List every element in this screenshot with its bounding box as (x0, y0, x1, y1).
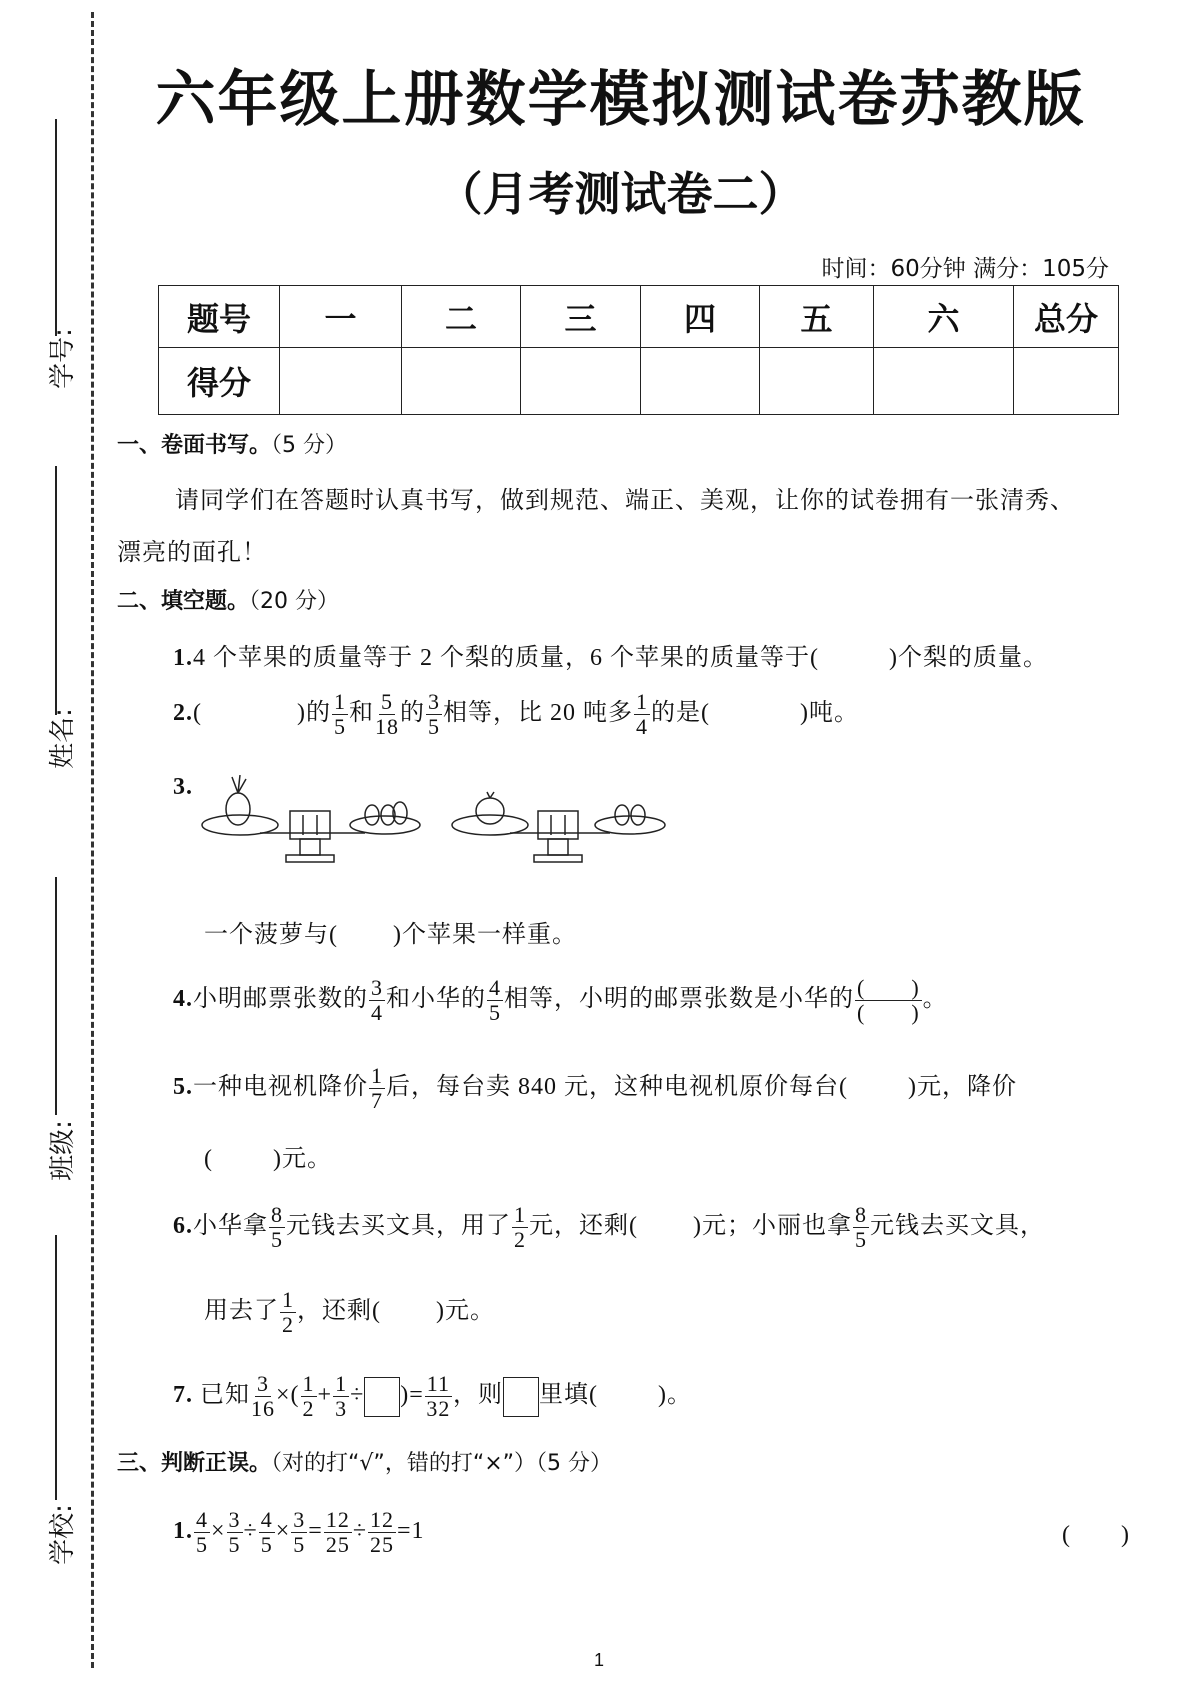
question-2-5 (173, 1064, 1017, 1113)
denominator: ( ) (857, 1000, 920, 1025)
school-label: 学校: (47, 1504, 78, 1565)
question-2-6 (173, 1203, 1045, 1252)
header-cell: 四 (641, 286, 760, 348)
score-table-score-row (159, 348, 1119, 415)
student-id-label: 学号: (47, 328, 78, 389)
balance-pineapple-pears (202, 775, 420, 862)
denominator: 5 (334, 714, 346, 739)
numerator: 12 (325, 1507, 350, 1532)
question-number: 2. (173, 700, 193, 727)
question-number: 6. (173, 1213, 193, 1240)
denominator: 4 (636, 714, 648, 739)
class-line (55, 877, 57, 1115)
denominator: 25 (369, 1532, 394, 1557)
numerator: 4 (260, 1507, 273, 1532)
class-label: 班级: (47, 1120, 78, 1181)
text: 小华拿 (193, 1213, 268, 1240)
numerator: 1 (302, 1371, 315, 1396)
question-number: 1. (173, 645, 193, 671)
row-label: 得分 (159, 348, 280, 415)
question-number: 7. (173, 1382, 193, 1409)
score-cell[interactable] (402, 348, 521, 415)
denominator: 16 (251, 1396, 275, 1421)
numerator: 3 (371, 975, 383, 1000)
name-label: 姓名: (47, 708, 78, 769)
denominator: 5 (293, 1532, 306, 1557)
numerator: 1 (371, 1063, 383, 1088)
empty-box (364, 1377, 400, 1417)
fraction (333, 1372, 349, 1421)
denominator: 7 (371, 1088, 383, 1113)
school-line (55, 1235, 57, 1500)
numerator: 1 (514, 1202, 526, 1227)
text: ( (193, 700, 202, 727)
section3-instructions: （对的打“√”，错的打“×”）（5 分） (271, 1451, 613, 1476)
numerator: 1 (282, 1287, 294, 1312)
header-cell: 一 (280, 286, 402, 348)
answer-fraction-blank[interactable] (855, 976, 922, 1025)
numerator: 3 (293, 1507, 306, 1532)
fraction (332, 690, 348, 739)
empty-box (503, 1377, 539, 1417)
numerator: 5 (381, 689, 393, 714)
text: 后，每台卖 840 元，这种电视机原价每台( (386, 1074, 848, 1101)
fraction (301, 1372, 317, 1421)
denominator: 5 (428, 714, 440, 739)
operator: ÷ (243, 1518, 258, 1545)
time-info: 时间：60分钟 满分：105分 (821, 256, 1109, 282)
text: ，还剩( (297, 1298, 381, 1325)
denominator: 5 (271, 1227, 283, 1252)
operator: × (211, 1518, 226, 1545)
section3-heading (117, 1446, 612, 1477)
score-cell[interactable] (641, 348, 760, 415)
fraction (512, 1203, 528, 1252)
numerator: 3 (428, 689, 440, 714)
text: 元钱去买文具，用了 (286, 1213, 511, 1240)
judgement-answer-blank[interactable]: ( ) (1062, 1522, 1130, 1548)
section1-points: （5 分） (271, 433, 348, 458)
text: =1 (396, 1518, 425, 1545)
operator: ÷ (352, 1518, 367, 1545)
text: 元，还剩( (529, 1213, 638, 1240)
text: 里填( (538, 1382, 598, 1409)
score-cell[interactable] (1014, 348, 1119, 415)
text: 相等，小明的邮票张数是小华的 (504, 986, 854, 1013)
header-cell: 二 (402, 286, 521, 348)
fraction (368, 1508, 396, 1557)
numerator: 1 (636, 689, 648, 714)
text: )元，降价 (908, 1074, 1017, 1101)
fraction (269, 1203, 285, 1252)
denominator: 18 (375, 714, 399, 739)
denominator: 32 (426, 1396, 451, 1421)
question-2-3-number (173, 774, 193, 801)
text: 元钱去买文具， (870, 1213, 1045, 1240)
denominator: 2 (514, 1227, 526, 1252)
question-number: 4. (173, 986, 193, 1013)
text: 的是( (651, 700, 710, 727)
text: )个梨的质量。 (889, 645, 1048, 671)
denominator: 5 (196, 1532, 208, 1557)
section1-heading (117, 428, 347, 459)
text: 一种电视机降价 (193, 1074, 368, 1101)
text: )= (400, 1382, 424, 1409)
section1-line2: 漂亮的面孔！ (117, 540, 267, 566)
question-number: 1. (173, 1518, 193, 1545)
numerator: 8 (855, 1202, 867, 1227)
page-title: 六年级上册数学模拟测试卷苏教版 (155, 65, 1086, 135)
score-table-header-row (159, 286, 1119, 348)
question-3-1 (173, 1508, 425, 1557)
numerator: 12 (369, 1507, 394, 1532)
question-2-6-cont (204, 1288, 495, 1337)
question-2-7 (173, 1372, 692, 1421)
text: 一个菠萝与( (204, 922, 338, 948)
operator: = (308, 1518, 323, 1545)
student-id-line (55, 119, 57, 336)
fraction (369, 1064, 385, 1113)
question-2-3-text (204, 914, 577, 949)
page-number: 1 (594, 1650, 605, 1670)
denominator: 5 (855, 1227, 867, 1252)
question-number: 3. (173, 774, 193, 800)
fraction (634, 690, 650, 739)
text: )元。 (273, 1146, 332, 1172)
score-cell[interactable] (874, 348, 1014, 415)
header-cell: 五 (760, 286, 874, 348)
denominator: 5 (260, 1532, 273, 1557)
question-number: 5. (173, 1074, 193, 1101)
denominator: 3 (335, 1396, 348, 1421)
denominator: 25 (325, 1532, 350, 1557)
numerator: 8 (271, 1202, 283, 1227)
section2-heading (117, 584, 339, 615)
question-2-1 (173, 637, 1048, 672)
text: 小明邮票张数的 (193, 986, 368, 1013)
text: 用去了 (204, 1298, 279, 1325)
fraction (369, 976, 385, 1025)
text: )元；小丽也拿 (693, 1213, 852, 1240)
denominator: 5 (228, 1532, 241, 1557)
operator: × (275, 1518, 291, 1545)
page-subtitle: （月考测试卷二） (436, 167, 805, 221)
balance-apple-pears (452, 792, 665, 862)
fraction (487, 976, 503, 1025)
text: )的 (297, 700, 331, 727)
text: 4 个苹果的质量等于 2 个梨的质量，6 个苹果的质量等于( (193, 645, 819, 671)
score-table (158, 285, 1119, 415)
denominator: 5 (489, 1000, 501, 1025)
numerator: 11 (426, 1371, 450, 1396)
numerator: 1 (334, 689, 346, 714)
section2-points: （20 分） (249, 589, 340, 614)
text: 的 (400, 700, 425, 727)
section1-title: 一、卷面书写。 (117, 433, 272, 458)
fraction (375, 690, 399, 739)
denominator: 4 (371, 1000, 383, 1025)
text: 相等，比 20 吨多 (443, 700, 633, 727)
text: )元。 (436, 1298, 495, 1325)
text: )个苹果一样重。 (393, 922, 577, 948)
text: ×( (276, 1382, 300, 1409)
fraction (194, 1508, 210, 1557)
header-cell: 总分 (1014, 286, 1119, 348)
question-2-5-cont (204, 1138, 332, 1173)
numerator: 4 (196, 1507, 208, 1532)
text: )。 (657, 1382, 692, 1409)
numerator: 1 (335, 1371, 348, 1396)
fraction (227, 1508, 243, 1557)
fraction (251, 1372, 275, 1421)
denominator: 2 (302, 1396, 315, 1421)
fraction (259, 1508, 275, 1557)
section1-line1: 请同学们在答题时认真书写，做到规范、端正、美观，让你的试卷拥有一张清秀、 (175, 488, 1075, 514)
question-2-2 (173, 690, 859, 739)
section3-title: 三、判断正误。 (117, 1451, 272, 1476)
text: 和 (349, 700, 374, 727)
fraction (425, 1372, 452, 1421)
balance-scales-illustration (200, 775, 670, 870)
fraction (853, 1203, 869, 1252)
numerator: 4 (489, 975, 501, 1000)
score-cell[interactable] (521, 348, 641, 415)
fraction (280, 1288, 296, 1337)
numerator: 3 (257, 1371, 269, 1396)
binding-dashed-line (91, 12, 94, 1668)
fraction (426, 690, 442, 739)
score-cell[interactable] (280, 348, 402, 415)
text: 已知 (200, 1382, 250, 1409)
section2-title: 二、填空题。 (117, 589, 250, 614)
text: + (317, 1382, 333, 1409)
text: 。 (922, 986, 948, 1013)
numerator: ( ) (857, 975, 920, 1000)
text: ，则 (452, 1382, 503, 1409)
text: )吨。 (800, 700, 859, 727)
header-cell: 题号 (159, 286, 280, 348)
name-line (55, 466, 57, 715)
numerator: 3 (228, 1507, 241, 1532)
fraction (291, 1508, 307, 1557)
question-2-4 (173, 976, 948, 1025)
text: ÷ (350, 1382, 365, 1409)
score-cell[interactable] (760, 348, 874, 415)
text: ( (204, 1146, 213, 1172)
header-cell: 六 (874, 286, 1014, 348)
header-cell: 三 (521, 286, 641, 348)
fraction (324, 1508, 352, 1557)
text: 和小华的 (386, 986, 486, 1013)
denominator: 2 (282, 1312, 294, 1337)
